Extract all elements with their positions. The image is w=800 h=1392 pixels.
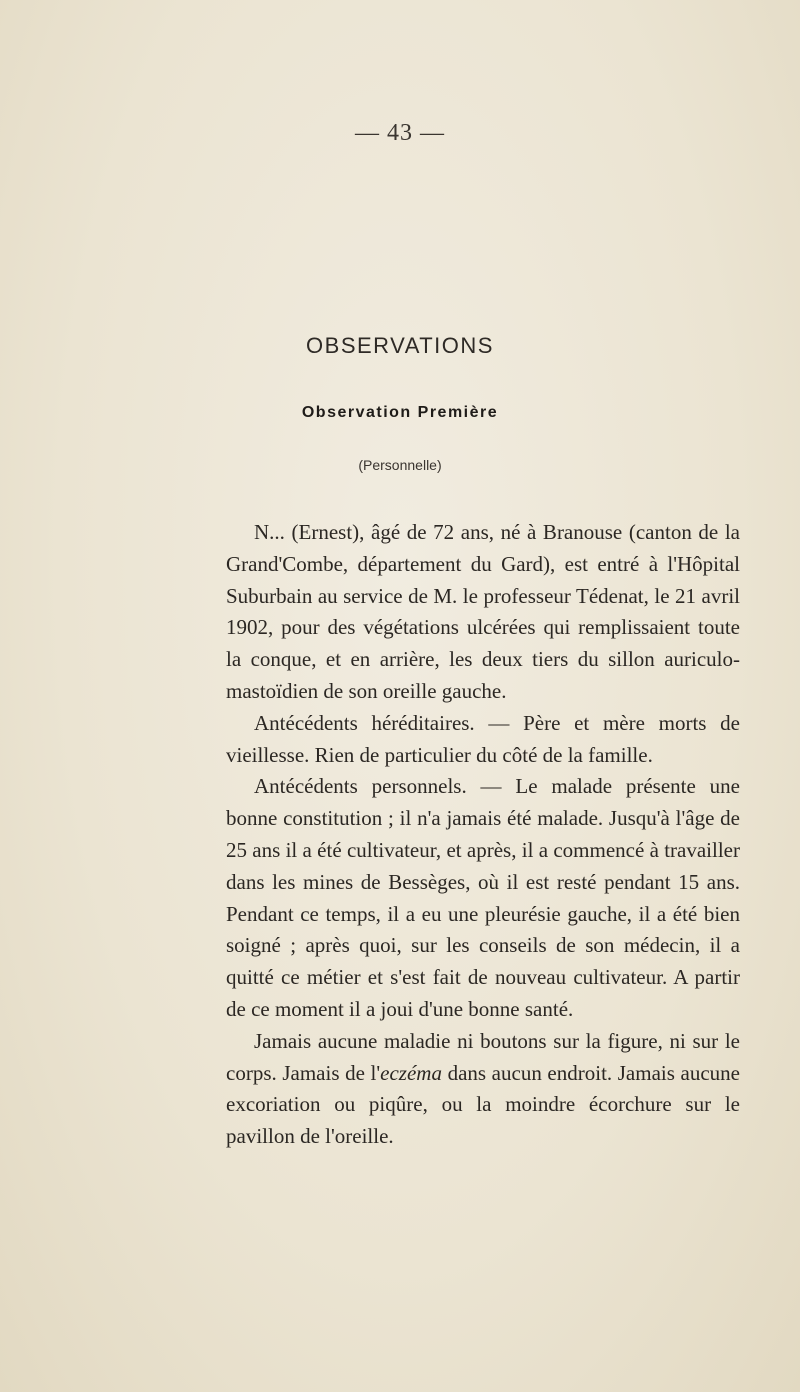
text-run: dans aucun endroit. Jamais aucune excoriation ou piqûre, ou la moindre écorchure sur le pavillon de l'oreille.	[226, 1060, 740, 1149]
italic-term: eczéma	[380, 1060, 442, 1085]
observation-body	[226, 517, 740, 1153]
paragraph-personal: Antécédents personnels. — Le malade présente une bonne constitution ; il n'a jamais été malade. Jusqu'à l'âge de 25 ans il a été cultivateur, et après, il a commencé à travailler dans les mines de Bessèges, où il est resté pendant 15 ans. Pendant ce temps, il a eu une pleurésie gauche, il a été bien soigné ; après quoi, sur les conseils de son médecin, il a quitté ce métier et s'est fait de nouveau cultivateur. A partir de ce moment il a joui d'une bonne santé.	[226, 774, 740, 1021]
observation-subtitle: (Personnelle)	[358, 457, 442, 473]
page-number: — 43 —	[355, 120, 445, 146]
paragraph-presentation: N... (Ernest), âgé de 72 ans, né à Branouse (canton de la Grand'Combe, département du Gard), est entré à l'Hôpital Suburbain au service de M. le professeur Tédenat, le 21 avril 1902, pour des végétations ulcérées qui remplissaient toute la conque, et en arrière, les deux tiers du sillon auriculo-mastoïdien de son oreille gauche.	[226, 520, 740, 703]
text-run: Jamais aucune maladie ni boutons sur la figure, ni sur le corps. Jamais de l'	[226, 1028, 740, 1085]
observation-title: Observation Première	[301, 404, 499, 421]
section-title: OBSERVATIONS	[306, 333, 494, 358]
paragraph-hereditary: Antécédents héréditaires. — Père et mère morts de vieillesse. Rien de particulier du côté de la famille.	[226, 710, 740, 767]
paragraph-no-disease	[226, 1026, 740, 1153]
